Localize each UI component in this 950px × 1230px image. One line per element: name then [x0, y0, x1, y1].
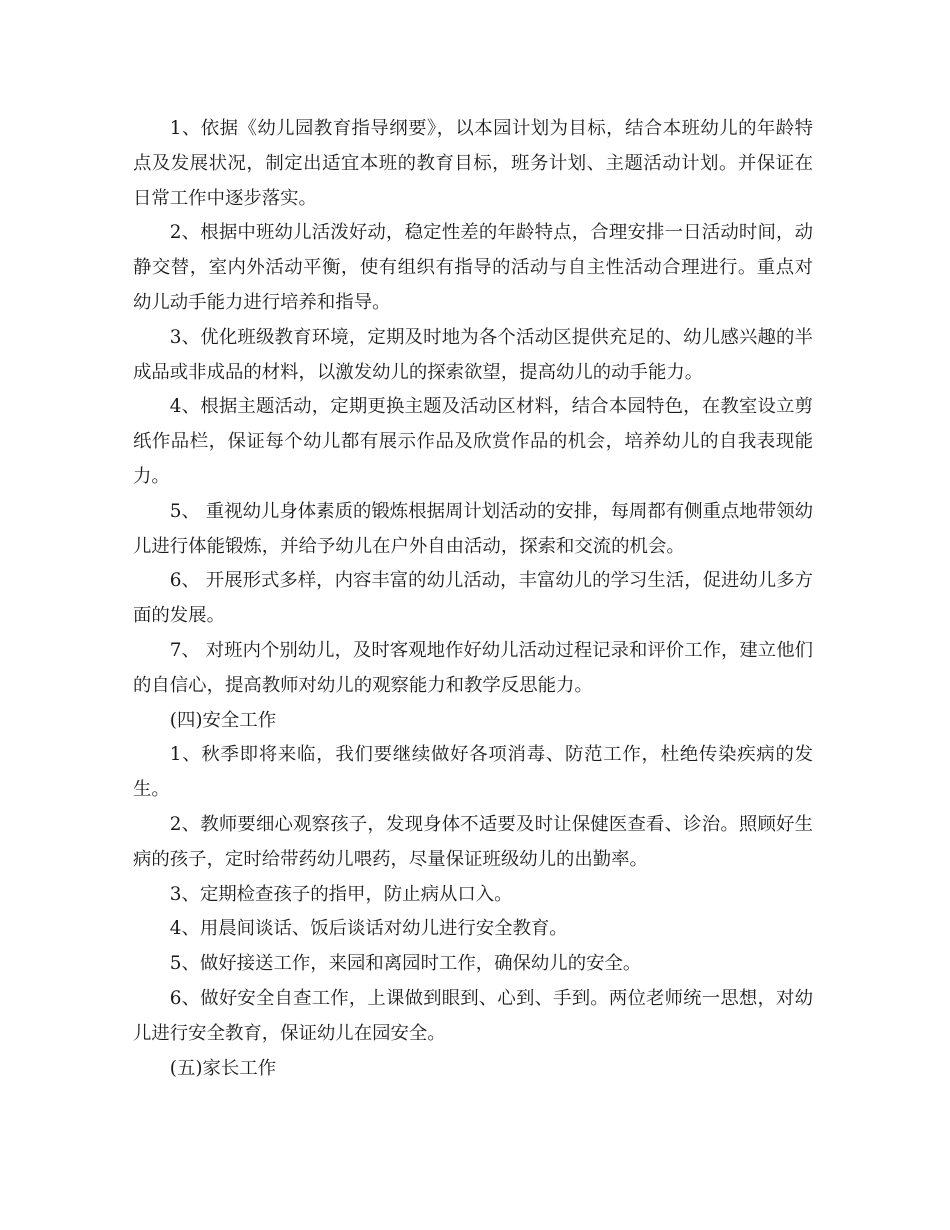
document-body — [133, 112, 813, 1086]
section-heading-parents: (五)家长工作 — [169, 1057, 277, 1079]
paragraph-2: 2、根据中班幼儿活泼好动，稳定性差的年龄特点，合理安排一日活动时间，动静交替，室内外活动平衡，使有组织有指导的活动与自主性活动合理进行。重点对幼儿动手能力进行培养和指导。 — [133, 222, 813, 313]
safety-paragraph-5: 5、做好接送工作，来园和离园时工作，确保幼儿的安全。 — [169, 953, 642, 975]
paragraph-7: 7、 对班内个别幼儿，及时客观地作好幼儿活动过程记录和评价工作，建立他们的自信心，提高教师对幼儿的观察能力和教学反思能力。 — [133, 639, 813, 696]
safety-paragraph-4: 4、用晨间谈话、饭后谈话对幼儿进行安全教育。 — [169, 918, 568, 940]
paragraph-5: 5、 重视幼儿身体素质的锻炼根据周计划活动的安排，每周都有侧重点地带领幼儿进行体能锻炼，并给予幼儿在户外自由活动，探索和交流的机会。 — [133, 500, 813, 557]
safety-paragraph-2: 2、教师要细心观察孩子，发现身体不适要及时让保健医查看、诊治。照顾好生病的孩子，定时给带药幼儿喂药，尽量保证班级幼儿的出勤率。 — [133, 813, 813, 870]
safety-paragraph-1: 1、秋季即将来临，我们要继续做好各项消毒、防范工作，杜绝传染疾病的发生。 — [133, 744, 813, 801]
section-heading-safety: (四)安全工作 — [169, 709, 277, 731]
paragraph-3: 3、优化班级教育环境，定期及时地为各个活动区提供充足的、幼儿感兴趣的半成品或非成品的材料，以激发幼儿的探索欲望，提高幼儿的动手能力。 — [133, 326, 813, 383]
safety-paragraph-6: 6、做好安全自查工作，上课做到眼到、心到、手到。两位老师统一思想，对幼儿进行安全教育，保证幼儿在园安全。 — [133, 987, 813, 1044]
safety-paragraph-3: 3、定期检查孩子的指甲，防止病从口入。 — [169, 883, 513, 905]
paragraph-4: 4、根据主题活动，定期更换主题及活动区材料，结合本园特色，在教室设立剪纸作品栏，保证每个幼儿都有展示作品及欣赏作品的机会，培养幼儿的自我表现能力。 — [133, 396, 813, 487]
paragraph-6: 6、 开展形式多样，内容丰富的幼儿活动，丰富幼儿的学习生活，促进幼儿多方面的发展。 — [133, 570, 813, 627]
paragraph-1: 1、依据《幼儿园教育指导纲要》，以本园计划为目标，结合本班幼儿的年龄特点及发展状况，制定出适宜本班的教育目标，班务计划、主题活动计划。并保证在日常工作中逐步落实。 — [133, 118, 813, 209]
